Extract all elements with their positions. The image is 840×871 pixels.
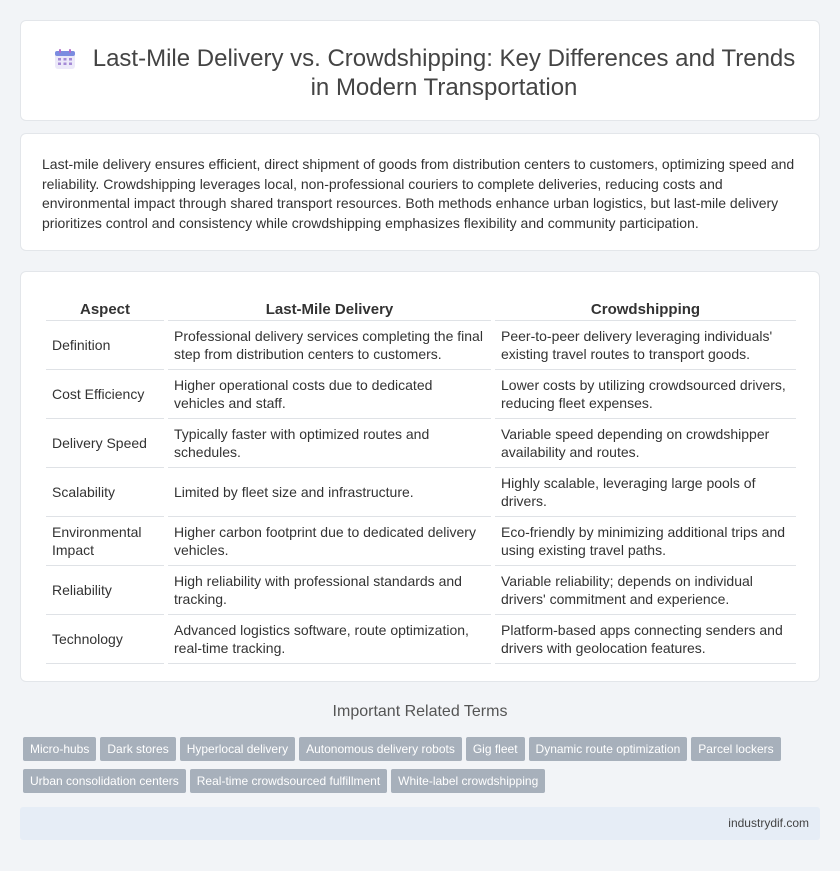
row-crowdshipping: Highly scalable, leveraging large pools of drivers. [495, 468, 796, 517]
row-aspect: Scalability [46, 468, 164, 517]
row-last-mile: Higher carbon footprint due to dedicated delivery vehicles. [168, 517, 491, 566]
row-crowdshipping: Lower costs by utilizing crowdsourced drivers, reducing fleet expenses. [495, 370, 796, 419]
related-terms-title: Important Related Terms [332, 703, 508, 720]
term-tag[interactable]: Micro-hubs [23, 737, 96, 761]
row-aspect: Cost Efficiency [46, 370, 164, 419]
row-aspect: Delivery Speed [46, 419, 164, 468]
term-tag[interactable]: Dark stores [100, 737, 175, 761]
row-crowdshipping: Variable speed depending on crowdshipper availability and routes. [495, 419, 796, 468]
row-last-mile: Higher operational costs due to dedicated vehicles and staff. [168, 370, 491, 419]
term-tag[interactable]: Hyperlocal delivery [180, 737, 295, 761]
term-tag[interactable]: Real-time crowdsourced fulfillment [190, 769, 387, 793]
comparison-table [42, 297, 800, 664]
term-tag[interactable]: Gig fleet [466, 737, 525, 761]
row-aspect: Reliability [46, 566, 164, 615]
row-crowdshipping: Variable reliability; depends on individual drivers' commitment and experience. [495, 566, 796, 615]
summary-card [20, 133, 820, 251]
header-aspect: Aspect [46, 297, 164, 321]
header-crowdshipping: Crowdshipping [495, 297, 796, 321]
page-title: Last-Mile Delivery vs. Crowdshipping: Key Differences and Trends in Modern Transportation [92, 45, 796, 101]
table-row [46, 615, 796, 664]
term-tag[interactable]: White-label crowdshipping [391, 769, 545, 793]
term-tag[interactable]: Autonomous delivery robots [299, 737, 462, 761]
row-crowdshipping: Eco-friendly by minimizing additional trips and using existing travel paths. [495, 517, 796, 566]
row-last-mile: Limited by fleet size and infrastructure. [168, 468, 491, 517]
row-aspect: Technology [46, 615, 164, 664]
table-row [46, 468, 796, 517]
term-tag[interactable]: Urban consolidation centers [23, 769, 186, 793]
row-crowdshipping: Platform-based apps connecting senders and drivers with geolocation features. [495, 615, 796, 664]
term-tag[interactable]: Parcel lockers [691, 737, 780, 761]
row-aspect: Environmental Impact [46, 517, 164, 566]
row-crowdshipping: Peer-to-peer delivery leveraging individuals' existing travel routes to transport goods. [495, 321, 796, 370]
row-last-mile: Typically faster with optimized routes and schedules. [168, 419, 491, 468]
footer-site[interactable]: industrydif.com [728, 816, 809, 830]
related-terms-list [23, 737, 823, 801]
row-last-mile: Professional delivery services completing the final step from distribution centers to customers. [168, 321, 491, 370]
table-header-row [46, 297, 796, 321]
table-row [46, 566, 796, 615]
header-last-mile: Last-Mile Delivery [168, 297, 491, 321]
table-row [46, 370, 796, 419]
table-row [46, 517, 796, 566]
table-row [46, 321, 796, 370]
row-last-mile: High reliability with professional standards and tracking. [168, 566, 491, 615]
comparison-card [20, 271, 820, 682]
row-aspect: Definition [46, 321, 164, 370]
term-tag[interactable]: Dynamic route optimization [529, 737, 688, 761]
table-row [46, 419, 796, 468]
footer [20, 807, 820, 840]
summary-text: Last-mile delivery ensures efficient, direct shipment of goods from distribution centers to customers, optimizing speed and reliability. Crowdshipping leverages local, non-professional couriers to complete deliveries, reducing costs and environmental impact through shared transport resources. Both methods enhance urban logistics, but last-mile delivery prioritizes control and consistency while crowdshipping emphasizes flexibility and community participation. [42, 156, 795, 231]
title-card [20, 20, 820, 121]
row-last-mile: Advanced logistics software, route optimization, real-time tracking. [168, 615, 491, 664]
